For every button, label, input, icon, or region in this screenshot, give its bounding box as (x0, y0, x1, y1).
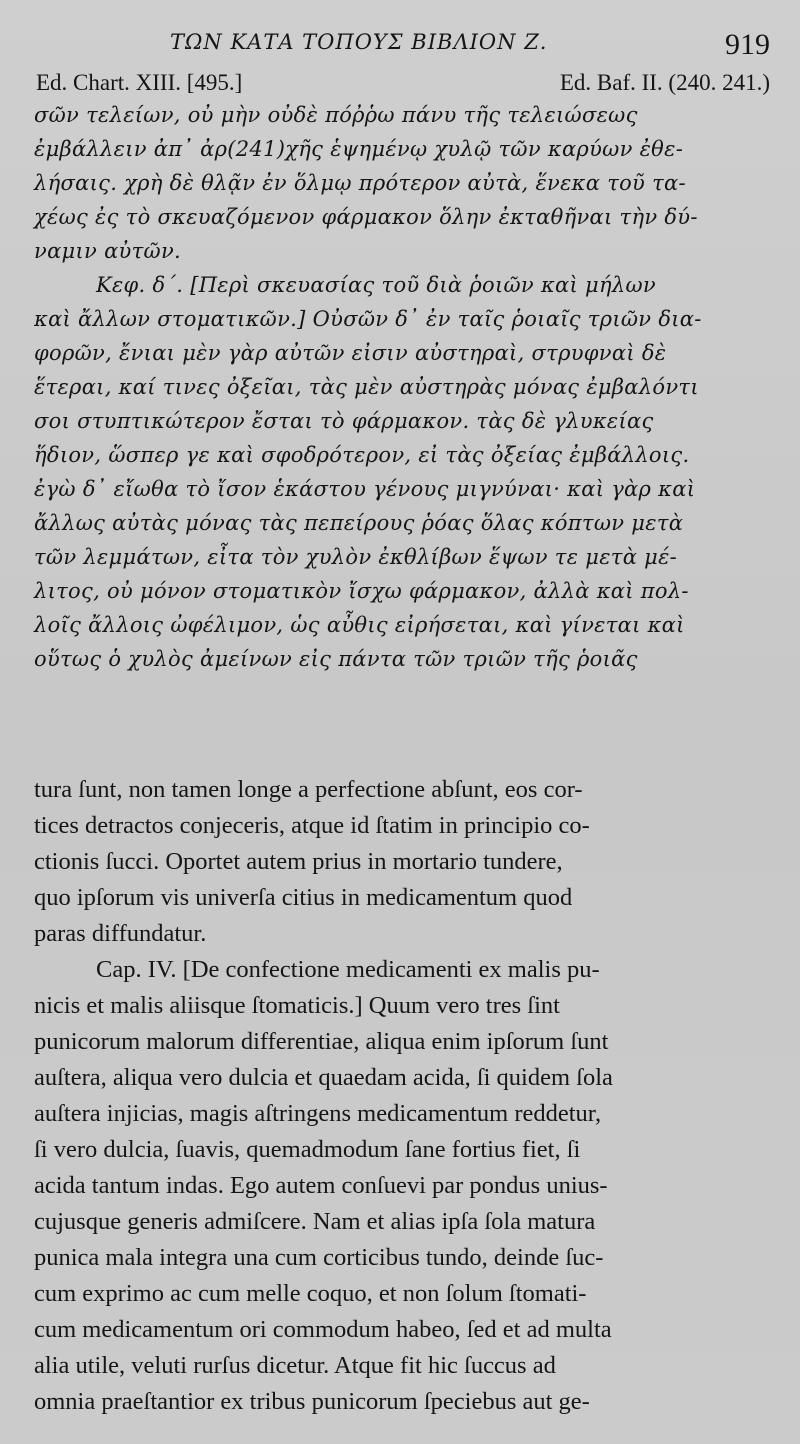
latin-line: cum medicamentum ori commodum habeo, ſed et ad multa (34, 1316, 612, 1343)
greek-text-block (34, 98, 770, 676)
greek-chapter-heading: Κεφ. δ΄. [Περὶ σκευασίας τοῦ διὰ ῥοιῶν καὶ μήλων (96, 273, 656, 297)
page-header (0, 26, 800, 66)
latin-line: cujusque generis admiſcere. Nam et alias ipſa ſola matura (34, 1208, 596, 1235)
latin-text-block (34, 772, 770, 1420)
latin-chapter-heading: Cap. IV. [De confectione medicamenti ex malis pu- (96, 956, 600, 983)
latin-line: punica mala integra una cum corticibus tundo, deinde ſuc- (34, 1244, 604, 1271)
latin-line: ctionis ſucci. Oportet autem prius in mortario tundere, (34, 848, 563, 875)
greek-line: σοι στυπτικώτερον ἔσται τὸ φάρμακον. τὰς δὲ γλυκείας (34, 409, 654, 433)
greek-line: ἐμβάλλειν ἀπ᾽ ἀρ(241)χῆς ἑψημένῳ χυλῷ τῶν καρύων ἐθε- (34, 137, 684, 161)
greek-line: λήσαις. χρὴ δὲ θλᾷν ἐν ὅλμῳ πρότερον αὐτὰ, ἕνεκα τοῦ τα- (34, 171, 686, 195)
greek-line: ναμιν αὐτῶν. (34, 239, 182, 263)
latin-line: auſtera injicias, magis aſtringens medicamentum reddetur, (34, 1100, 602, 1127)
running-title: ΤΩΝ ΚΑΤΑ ΤΟΠΟΥΣ ΒΙΒΛΙΟΝ Ζ. (170, 30, 548, 54)
greek-line: λοῖς ἄλλοις ὠφέλιμον, ὡς αὖθις εἰρήσεται, καὶ γίνεται καὶ (34, 613, 685, 637)
greek-line: καὶ ἄλλων στοματικῶν.] Οὐσῶν δ᾽ ἐν ταῖς ῥοιαῖς τριῶν δια- (34, 307, 702, 331)
latin-line: auſtera, aliqua vero dulcia et quaedam acida, ſi quidem ſola (34, 1064, 613, 1091)
page-number: 919 (725, 28, 770, 61)
greek-line: λιτος, οὐ μόνον στοματικὸν ἴσχω φάρμακον, ἀλλὰ καὶ πολ- (34, 579, 689, 603)
latin-line: cum exprimo ac cum melle coquo, et non ſolum ſtomati- (34, 1280, 587, 1307)
greek-line: ἐγὼ δ᾽ εἴωθα τὸ ἴσον ἑκάστου γένους μιγνύναι· καὶ γὰρ καὶ (34, 477, 696, 501)
latin-line: tices detractos conjeceris, atque id ſtatim in principio co- (34, 812, 590, 839)
latin-line: tura ſunt, non tamen longe a perfectione abſunt, eos cor- (34, 776, 583, 803)
latin-line: omnia praeſtantior ex tribus punicorum ſpeciebus aut ge- (34, 1388, 590, 1415)
latin-line: acida tantum indas. Ego autem conſuevi par pondus unius- (34, 1172, 608, 1199)
latin-line: quo ipſorum vis univerſa citius in medicamentum quod (34, 884, 573, 911)
greek-line: ἥδιον, ὥσπερ γε καὶ σφοδρότερον, εἰ τὰς ὀξείας ἐμβάλλοις. (34, 443, 690, 467)
latin-line: ſi vero dulcia, ſuavis, quemadmodum ſane fortius fiet, ſi (34, 1136, 581, 1163)
greek-line: οὕτως ὁ χυλὸς ἀμείνων εἰς πάντα τῶν τριῶν τῆς ῥοιᾶς (34, 647, 638, 671)
edition-ref-basel: Ed. Baf. II. (240. 241.) (559, 70, 770, 95)
edition-references (36, 70, 770, 100)
edition-ref-chartier: Ed. Chart. XIII. [495.] (36, 70, 243, 95)
latin-line: punicorum malorum differentiae, aliqua enim ipſorum ſunt (34, 1028, 609, 1055)
greek-line: χέως ἐς τὸ σκευαζόμενον φάρμακον ὅλην ἐκταθῆναι τὴν δύ- (34, 205, 698, 229)
greek-line: σῶν τελείων, οὐ μὴν οὐδὲ πόῤῥω πάνυ τῆς τελειώσεως (34, 103, 638, 127)
greek-line: τῶν λεμμάτων, εἶτα τὸν χυλὸν ἐκθλίβων ἕψων τε μετὰ μέ- (34, 545, 678, 569)
greek-line: φορῶν, ἔνιαι μὲν γὰρ αὐτῶν εἰσιν αὐστηραὶ, στρυφναὶ δὲ (34, 341, 667, 365)
latin-line: alia utile, veluti rurſus dicetur. Atque fit hic ſuccus ad (34, 1352, 556, 1379)
latin-line: nicis et malis aliisque ſtomaticis.] Quum vero tres ſint (34, 992, 560, 1019)
greek-line: ἕτεραι, καί τινες ὀξεῖαι, τὰς μὲν αὐστηρὰς μόνας ἐμβαλόντι (34, 375, 699, 399)
latin-line: paras diffundatur. (34, 920, 207, 947)
greek-line: ἄλλως αὐτὰς μόνας τὰς πεπείρους ῥόας ὅλας κόπτων μετὰ (34, 511, 684, 535)
